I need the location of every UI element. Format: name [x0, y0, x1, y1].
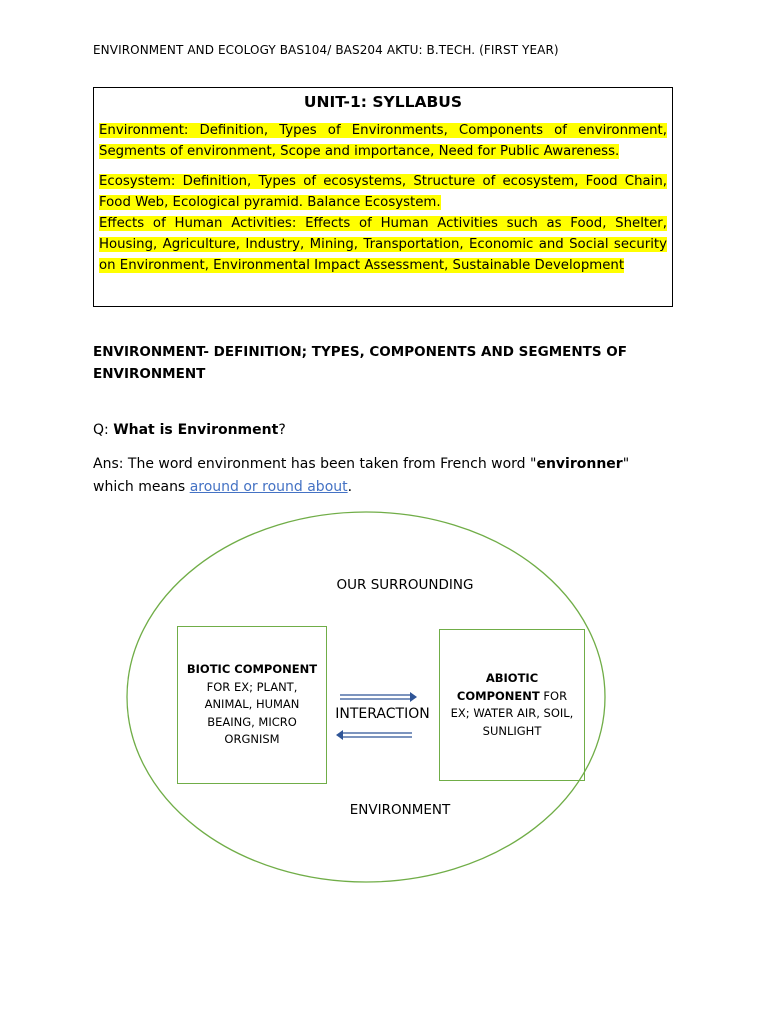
interaction-label: INTERACTION	[335, 706, 430, 722]
answer-end: .	[347, 479, 353, 495]
question	[93, 422, 286, 438]
syllabus-environment	[99, 120, 667, 162]
abiotic-title: ABIOTIC COMPONENT	[456, 671, 540, 703]
syllabus-ecosystem-text: Ecosystem: Definition, Types of ecosystems, Structure of ecosystem, Food Chain, Food Web, Ecological pyramid. Balance Ecosystem.	[99, 174, 667, 210]
answer-part2: " which means	[93, 456, 630, 495]
answer	[93, 453, 673, 499]
answer-part1: Ans: The word environment has been taken from French word "	[93, 456, 537, 472]
syllabus-ecosystem	[99, 171, 667, 213]
question-prefix: Q:	[93, 422, 114, 438]
answer-bold: environner	[536, 456, 623, 472]
abiotic-text: FOR EX; WATER AIR, SOIL, SUNLIGHT	[450, 688, 574, 738]
section-heading: ENVIRONMENT- DEFINITION; TYPES, COMPONENTS AND SEGMENTS OF ENVIRONMENT	[93, 344, 627, 382]
syllabus-effects	[99, 213, 667, 276]
biotic-content	[184, 661, 320, 749]
abiotic-component-box	[439, 629, 585, 781]
biotic-title: BIOTIC COMPONENT	[186, 662, 318, 677]
answer-link[interactable]: around or round about	[189, 479, 348, 495]
syllabus-box	[93, 87, 673, 307]
abiotic-content	[446, 670, 578, 740]
question-bold: What is Environment	[113, 422, 279, 438]
biotic-text: FOR EX; PLANT, ANIMAL, HUMAN BEAING, MICRO ORGNISM	[204, 679, 300, 747]
interaction-arrow-right	[340, 692, 417, 702]
page-header: ENVIRONMENT AND ECOLOGY BAS104/ BAS204 AKTU: B.TECH. (FIRST YEAR)	[93, 43, 559, 57]
syllabus-environment-text: Environment: Definition, Types of Environments, Components of environment, Segments of environment, Scope and importance, Need for Public Awareness.	[99, 123, 667, 159]
interaction-arrow-left	[336, 730, 412, 740]
diagram-outer-label: OUR SURROUNDING	[336, 577, 474, 593]
question-suffix: ?	[278, 422, 286, 438]
environment-diagram	[125, 509, 625, 893]
syllabus-effects-text: Effects of Human Activities: Effects of Human Activities such as Food, Shelter, Housing, Agriculture, Industry, Mining, Transportation, Economic and Social security on Environment, Environmental Impact Assessment, Sustainable Development	[99, 216, 667, 273]
syllabus-title: UNIT-1: SYLLABUS	[303, 93, 463, 111]
biotic-component-box	[177, 626, 327, 784]
diagram-bottom-label: ENVIRONMENT	[349, 802, 451, 818]
